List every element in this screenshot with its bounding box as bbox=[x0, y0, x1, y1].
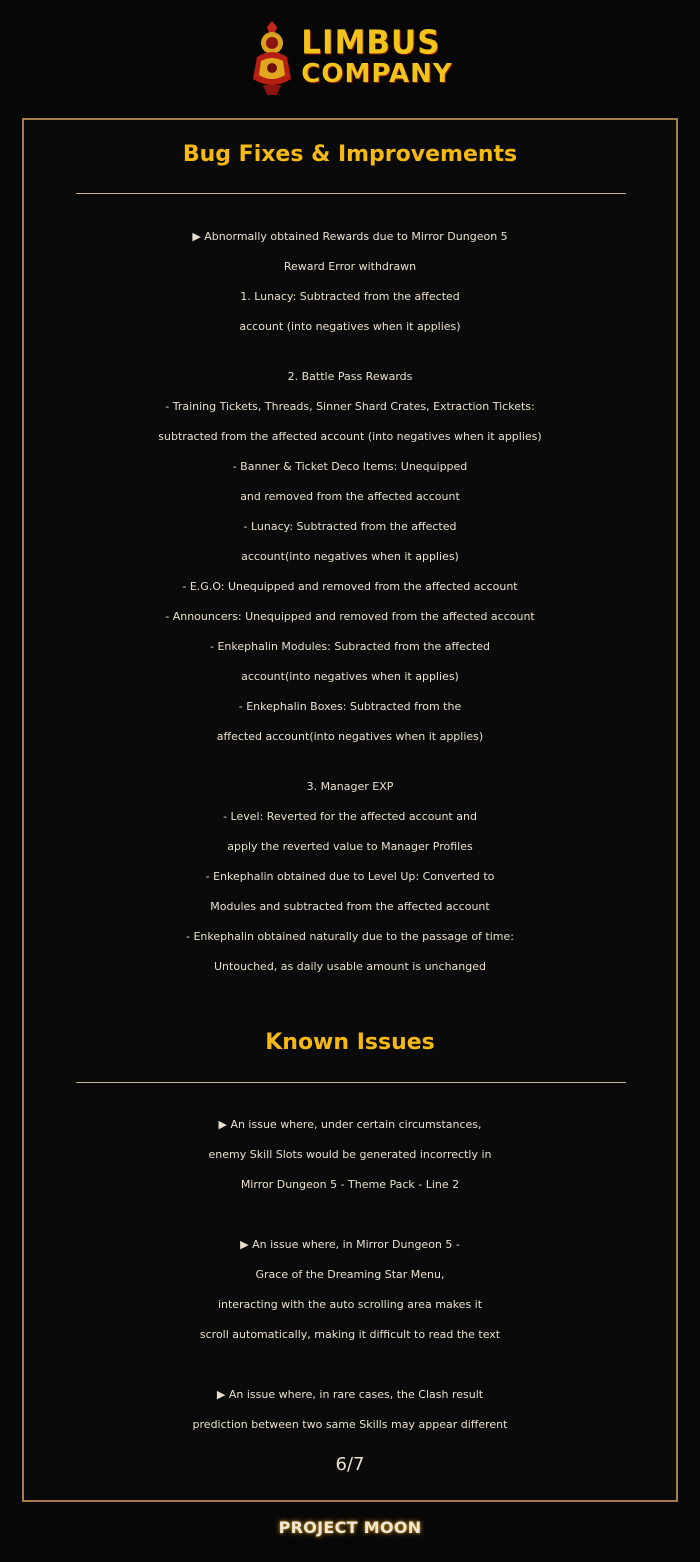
text-line: ▶ Abnormally obtained Rewards due to Mirror Dungeon 5 bbox=[192, 230, 508, 243]
text-line: Mirror Dungeon 5 - Theme Pack - Line 2 bbox=[240, 1178, 460, 1191]
bug-fixes-title: Bug Fixes & Improvements bbox=[182, 142, 518, 167]
text-line: apply the reverted value to Manager Profiles bbox=[227, 840, 473, 853]
text-line: - E.G.O: Unequipped and removed from the affected account bbox=[182, 580, 518, 593]
text-line: - Announcers: Unequipped and removed from the affected account bbox=[165, 610, 535, 623]
manager-exp-block bbox=[24, 772, 676, 982]
bug-fixes-divider bbox=[76, 193, 626, 194]
patch-notes-panel bbox=[22, 118, 678, 1502]
emblem-icon bbox=[247, 17, 297, 97]
limbus-company-logo bbox=[0, 12, 700, 102]
text-line: ▶ An issue where, under certain circumstances, bbox=[218, 1118, 482, 1131]
text-line: Grace of the Dreaming Star Menu, bbox=[255, 1268, 445, 1281]
issue-auto-scroll bbox=[24, 1230, 676, 1350]
text-line: - Training Tickets, Threads, Sinner Shard Crates, Extraction Tickets: bbox=[165, 400, 535, 413]
text-line: and removed from the affected account bbox=[240, 490, 460, 503]
text-line: Reward Error withdrawn bbox=[283, 260, 417, 273]
text-line: enemy Skill Slots would be generated incorrectly in bbox=[208, 1148, 492, 1161]
issue-clash-prediction bbox=[24, 1380, 676, 1440]
text-line: - Lunacy: Subtracted from the affected bbox=[243, 520, 457, 533]
battle-pass-block bbox=[24, 362, 676, 752]
text-line: - Enkephalin Modules: Subracted from the affected bbox=[210, 640, 490, 653]
text-line: ▶ An issue where, in rare cases, the Clash result bbox=[216, 1388, 484, 1401]
text-line: account(into negatives when it applies) bbox=[241, 550, 459, 563]
page-indicator: 6/7 bbox=[335, 1454, 365, 1475]
text-line: - Enkephalin obtained naturally due to the passage of time: bbox=[186, 930, 514, 943]
text-line: subtracted from the affected account (into negatives when it applies) bbox=[158, 430, 542, 443]
text-line: 2. Battle Pass Rewards bbox=[287, 370, 413, 383]
text-line: account (into negatives when it applies) bbox=[239, 320, 461, 333]
project-moon-footer: PROJECT MOON bbox=[278, 1518, 422, 1537]
text-line: prediction between two same Skills may appear different bbox=[192, 1418, 508, 1431]
logo-line-1: LIMBUS bbox=[301, 23, 441, 62]
known-issues-title: Known Issues bbox=[265, 1030, 435, 1055]
text-line: affected account(into negatives when it applies) bbox=[216, 730, 484, 743]
logo-line-2: COMPANY bbox=[301, 58, 453, 89]
text-line: ▶ An issue where, in Mirror Dungeon 5 - bbox=[240, 1238, 460, 1251]
text-line: 3. Manager EXP bbox=[306, 780, 394, 793]
issue-skill-slots bbox=[24, 1110, 676, 1200]
text-line: account(into negatives when it applies) bbox=[241, 670, 459, 683]
reward-error-block bbox=[24, 222, 676, 342]
text-line: interacting with the auto scrolling area makes it bbox=[217, 1298, 483, 1311]
text-line: - Enkephalin Boxes: Subtracted from the bbox=[238, 700, 462, 713]
text-line: 1. Lunacy: Subtracted from the affected bbox=[240, 290, 460, 303]
text-line: - Level: Reverted for the affected account and bbox=[223, 810, 477, 823]
text-line: Modules and subtracted from the affected account bbox=[210, 900, 490, 913]
text-line: scroll automatically, making it difficult to read the text bbox=[199, 1328, 501, 1341]
known-issues-divider bbox=[76, 1082, 626, 1083]
text-line: Untouched, as daily usable amount is unchanged bbox=[214, 960, 486, 973]
text-line: - Banner & Ticket Deco Items: Unequipped bbox=[232, 460, 468, 473]
text-line: - Enkephalin obtained due to Level Up: Converted to bbox=[205, 870, 495, 883]
